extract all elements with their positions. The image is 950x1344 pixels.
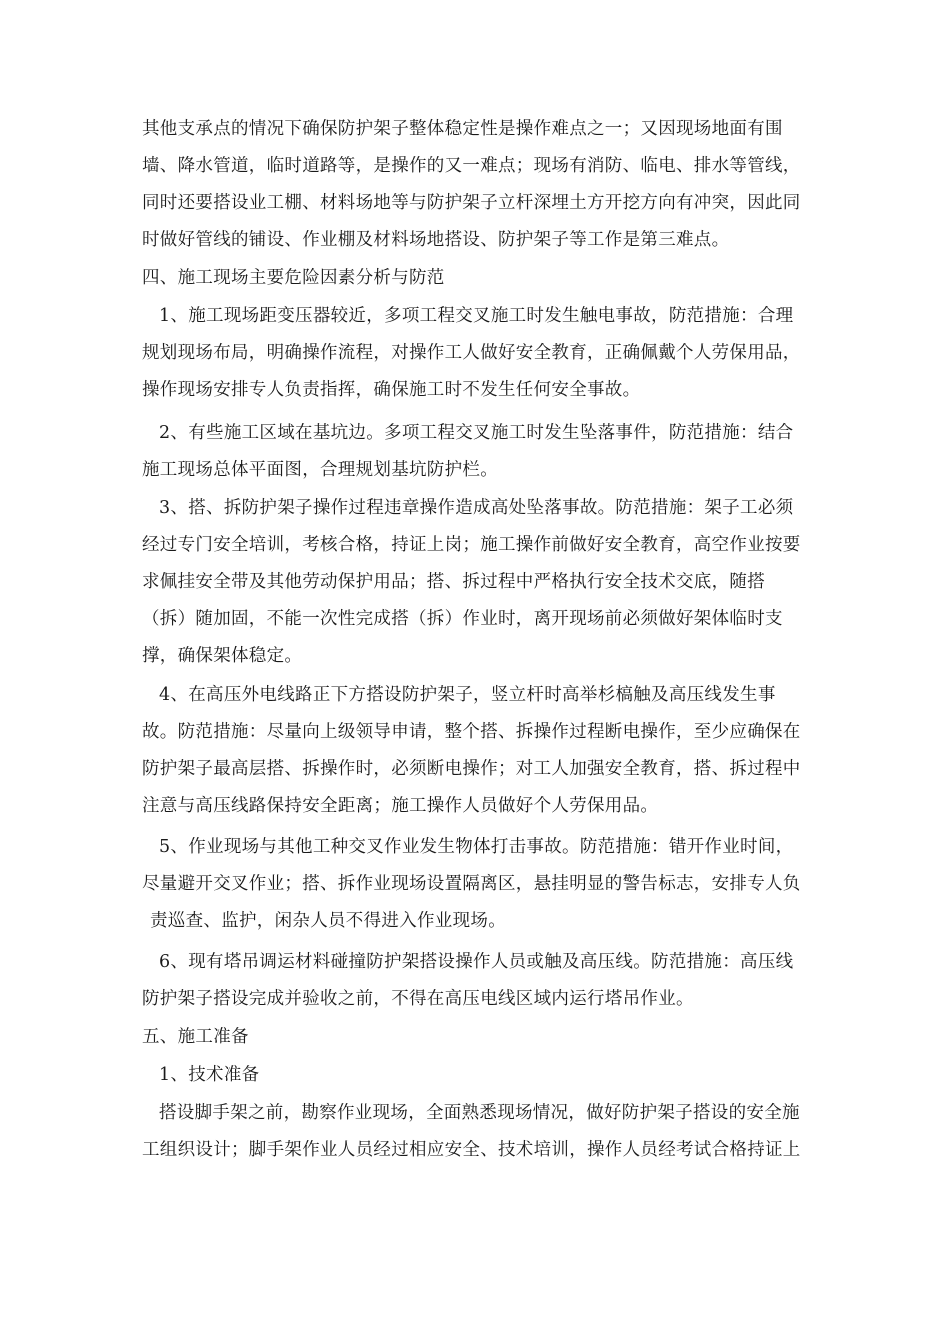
paragraph-line: 搭设脚手架之前，勘察作业现场，全面熟悉现场情况，做好防护架子搭设的安全施 [159, 1103, 800, 1123]
list-item-line: （拆）随加固，不能一次性完成搭（拆）作业时，离开现场前必须做好架体临时支 [142, 609, 783, 629]
paragraph-line: 同时还要搭设业工棚、材料场地等与防护架子立杆深埋土方开挖方向有冲突，因此同 [142, 193, 801, 213]
list-item-line: 3、搭、拆防护架子操作过程违章操作造成高处坠落事故。防范措施：架子工必须 [159, 498, 794, 518]
list-item-line: 撑，确保架体稳定。 [142, 646, 303, 666]
paragraph-line: 工组织设计；脚手架作业人员经过相应安全、技术培训，操作人员经考试合格持证上 [142, 1140, 801, 1160]
list-item-line: 2、有些施工区域在基坑边。多项工程交叉施工时发生坠落事件，防范措施：结合 [159, 423, 794, 443]
list-item-line: 经过专门安全培训，考核合格，持证上岗；施工操作前做好安全教育，高空作业按要 [142, 535, 801, 555]
list-item-line: 1、施工现场距变压器较近，多项工程交叉施工时发生触电事故，防范措施：合理 [159, 306, 794, 326]
list-item-line: 施工现场总体平面图，合理规划基坑防护栏。 [142, 460, 498, 480]
list-item-line: 注意与高压线路保持安全距离；施工操作人员做好个人劳保用品。 [142, 796, 659, 816]
list-item-line: 规划现场布局，明确操作流程，对操作工人做好安全教育，正确佩戴个人劳保用品， [142, 343, 801, 363]
list-item-line: 求佩挂安全带及其他劳动保护用品；搭、拆过程中严格执行安全技术交底，随搭 [142, 572, 765, 592]
list-item-line: 故。防范措施：尽量向上级领导申请，整个搭、拆操作过程断电操作，至少应确保在 [142, 722, 801, 742]
list-item-line: 6、现有塔吊调运材料碰撞防护架搭设操作人员或触及高压线。防范措施：高压线 [159, 952, 794, 972]
list-item-line: 防护架子搭设完成并验收之前，不得在高压电线区域内运行塔吊作业。 [142, 989, 694, 1009]
list-item-line: 责巡查、监护，闲杂人员不得进入作业现场。 [150, 911, 506, 931]
paragraph-line: 其他支承点的情况下确保防护架子整体稳定性是操作难点之一；又因现场地面有围 [142, 119, 783, 139]
subsection-heading: 1、技术准备 [159, 1065, 260, 1085]
section-heading: 五、施工准备 [142, 1027, 249, 1047]
list-item-line: 尽量避开交叉作业；搭、拆作业现场设置隔离区，悬挂明显的警告标志，安排专人负 [142, 874, 801, 894]
list-item-line: 4、在高压外电线路正下方搭设防护架子，竖立杆时高举杉槁触及高压线发生事 [159, 685, 776, 705]
list-item-line: 5、作业现场与其他工种交叉作业发生物体打击事故。防范措施：错开作业时间， [159, 837, 794, 857]
section-heading: 四、施工现场主要危险因素分析与防范 [142, 268, 445, 288]
paragraph-line: 墙、降水管道，临时道路等，是操作的又一难点；现场有消防、临电、排水等管线， [142, 156, 801, 176]
list-item-line: 防护架子最高层搭、拆操作时，必须断电操作；对工人加强安全教育，搭、拆过程中 [142, 759, 801, 779]
paragraph-line: 时做好管线的铺设、作业棚及材料场地搭设、防护架子等工作是第三难点。 [142, 230, 730, 250]
list-item-line: 操作现场安排专人负责指挥，确保施工时不发生任何安全事故。 [142, 380, 641, 400]
